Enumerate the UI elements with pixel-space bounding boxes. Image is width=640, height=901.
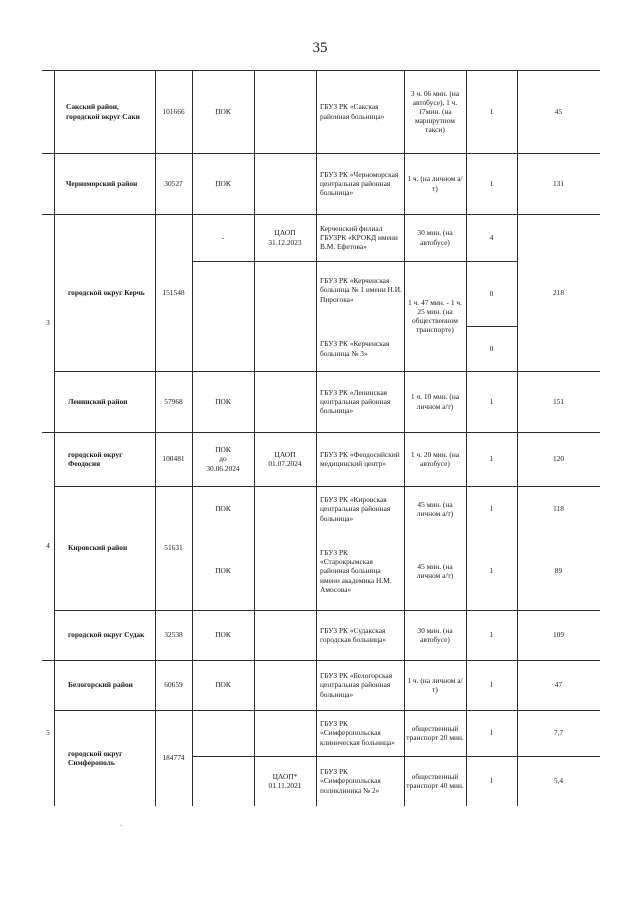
hospital-name: ГБУЗ РК «Кировская центральная районная больница»	[320, 495, 391, 523]
hospital-name: ГБУЗ РК «Симферопольская клиническая больница»	[320, 719, 395, 747]
total-value: 218	[552, 287, 565, 297]
district-name: Кировский район	[68, 543, 128, 553]
count-value: 1	[489, 454, 494, 464]
group-number: 4	[46, 541, 50, 551]
pok-value: ПОК	[215, 680, 231, 690]
travel-time: 30 мин. (на автобусе)	[417, 228, 453, 247]
district-name: городской округ Керчь	[68, 287, 145, 297]
count-value: 1	[489, 776, 494, 786]
district-name: Белогорский район	[68, 680, 133, 690]
pok-value: ПОК	[215, 504, 231, 514]
hospital-name: ГБУЗ РК «Черноморская центральная районная больница»	[320, 169, 399, 198]
pok-value: ПОК	[215, 106, 231, 116]
total-value: 131	[552, 178, 565, 188]
total-value: 109	[552, 630, 565, 640]
total-value: 5,4	[553, 776, 564, 786]
hospital-name: ГБУЗ РК «Старокрымская районная больница имени академика Н.М. Амосова»	[320, 548, 392, 594]
total-value: 120	[552, 454, 565, 464]
total-value: 7,7	[553, 728, 564, 738]
travel-time: 1 ч. 10 мин. (на личном а/т)	[410, 392, 460, 411]
pok-value: ПОК до 30.06.2024	[206, 445, 240, 473]
population-value: 57968	[164, 396, 183, 406]
population-value: 100481	[162, 454, 185, 464]
total-value: 118	[553, 504, 564, 514]
travel-time: 45 мин. (на личном а/т)	[416, 499, 454, 518]
district-name: городской округ Судак	[68, 630, 145, 640]
count-value: 4	[489, 232, 494, 242]
count-value: 0	[489, 288, 494, 298]
count-value: 1	[489, 178, 494, 188]
population-value: 151548	[162, 287, 185, 297]
travel-time: общественный транспорт 20 мин.	[406, 723, 464, 742]
scan-mark: .	[120, 822, 122, 828]
count-value: 1	[489, 630, 494, 640]
group-number: 5	[46, 728, 50, 738]
hospital-name: ГБУЗ РК «Керченская больница № 1 имени Н.И. Пирогова»	[320, 276, 402, 304]
district-name: городской округ Симферополь	[68, 748, 123, 767]
total-value: 151	[552, 396, 565, 406]
travel-time: 3 ч. 06 мин. (на автобусе), 1 ч. 17мин. (на маршрутном такси)	[410, 88, 460, 135]
tsaop-value: ЦАОП 31.12.2023	[268, 228, 302, 247]
population-value: 32538	[164, 630, 183, 640]
population-value: 30527	[164, 178, 183, 188]
pok-value: ПОК	[215, 178, 231, 188]
facility-table	[42, 70, 600, 806]
travel-time: общественный транспорт 40 мин.	[406, 771, 464, 790]
district-name: Черноморский район	[66, 178, 138, 188]
count-value: 1	[489, 680, 494, 690]
district-name: городской округ Феодосия	[68, 449, 123, 468]
page-number: 35	[312, 40, 328, 56]
travel-time: 1 ч. (на личном а/т)	[407, 675, 463, 694]
pok-value: ПОК	[215, 396, 231, 406]
tsaop-value: ЦАОП 01.07.2024	[268, 449, 302, 468]
travel-time: 1 ч. (на личном а/т)	[407, 174, 463, 193]
hospital-name: ГБУЗ РК «Феодосийский медицинский центр»	[320, 449, 400, 468]
count-value: 1	[489, 504, 494, 514]
total-value: 47	[554, 680, 563, 690]
total-value: 45	[554, 106, 563, 116]
total-value: 89	[554, 566, 563, 576]
travel-time: 1 ч. 20 мин. (на автобусе)	[410, 449, 460, 468]
travel-time: 45 мин. (на личном а/т)	[416, 561, 454, 580]
count-value: 1	[489, 396, 494, 406]
hospital-name: ГБУЗ РК «Ленинская центральная районная больница»	[320, 387, 391, 416]
travel-time: 30 мин. (на автобусе)	[417, 625, 453, 644]
district-name: Ленинский район	[68, 396, 128, 406]
group-number: 3	[46, 318, 50, 328]
population-value: 184774	[162, 753, 185, 763]
pok-value: -	[221, 232, 225, 242]
district-name: Сакский район, городской округ Саки	[66, 102, 140, 121]
travel-time: 1 ч. 47 мин. - 1 ч. 25 мин. (на общественном транспорте)	[408, 297, 462, 335]
hospital-name: ГБУЗ РК «Симферопольская поликлиника № 2»	[320, 767, 381, 795]
count-value: 1	[489, 566, 494, 576]
population-value: 101666	[162, 106, 185, 116]
hospital-name: Керченский филиал ГБУЗРК «КРОКД имени В.М. Ефетова»	[320, 223, 398, 252]
pok-value: ПОК	[215, 566, 231, 576]
hospital-name: ГБУЗ РК «Керченская больница № 3»	[320, 339, 390, 358]
tsaop-value: ЦАОП* 01.11.2021	[268, 771, 302, 790]
population-value: 60659	[164, 680, 183, 690]
hospital-name: ГБУЗ РК «Белогорская центральная районная больница»	[320, 671, 393, 699]
count-value: 1	[489, 106, 494, 116]
count-value: 0	[489, 343, 494, 353]
pok-value: ПОК	[215, 630, 231, 640]
population-value: 51631	[164, 543, 183, 553]
hospital-name: ГБУЗ РК «Судакская городская больница»	[320, 625, 387, 644]
count-value: 1	[489, 728, 494, 738]
hospital-name: ГБУЗ РК «Сакская районная больница»	[320, 102, 385, 121]
